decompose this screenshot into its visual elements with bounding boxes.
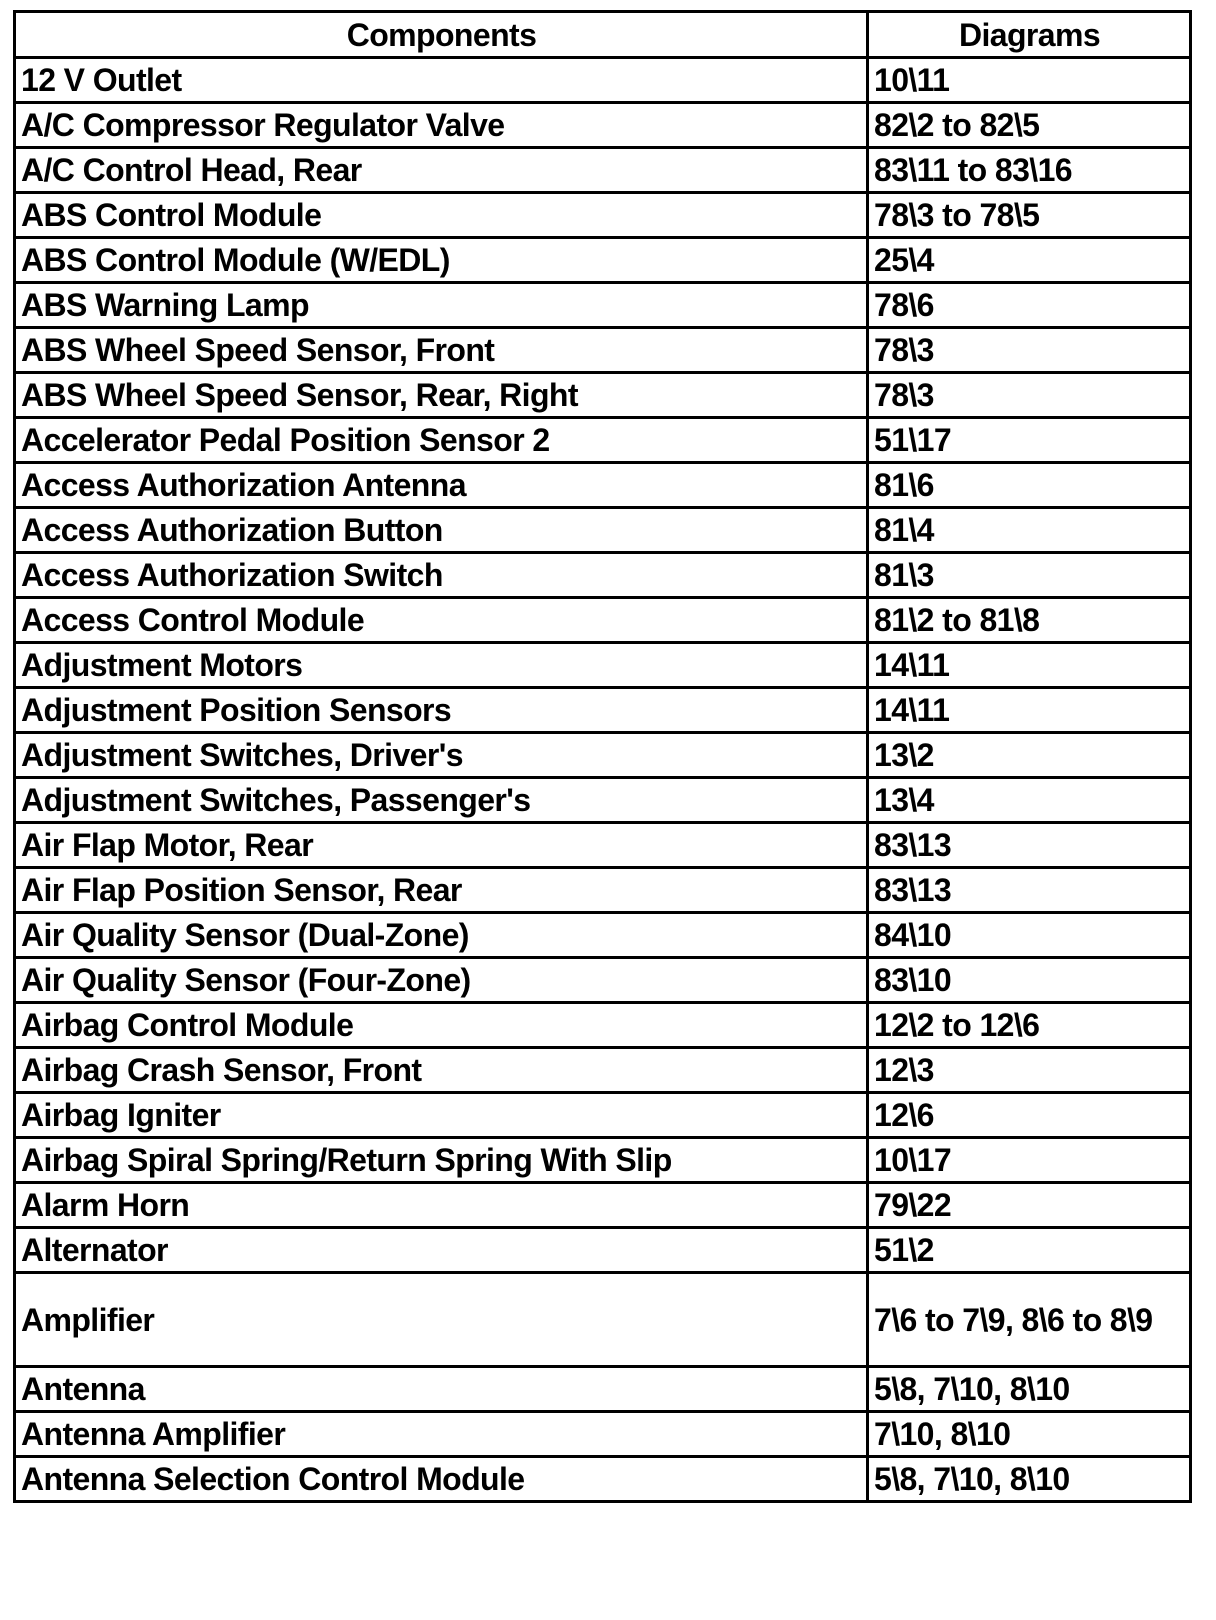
diagram-cell: 12\6 <box>868 1093 1191 1138</box>
component-cell: A/C Control Head, Rear <box>15 148 868 193</box>
table-row <box>15 418 1191 463</box>
component-cell: Antenna Amplifier <box>15 1412 868 1457</box>
component-cell: Accelerator Pedal Position Sensor 2 <box>15 418 868 463</box>
table-row <box>15 913 1191 958</box>
table-row <box>15 823 1191 868</box>
diagram-cell: 7\10, 8\10 <box>868 1412 1191 1457</box>
diagram-cell: 82\2 to 82\5 <box>868 103 1191 148</box>
table-row <box>15 1183 1191 1228</box>
table-row <box>15 1412 1191 1457</box>
component-cell: Access Control Module <box>15 598 868 643</box>
component-cell: Access Authorization Switch <box>15 553 868 598</box>
diagram-cell: 78\3 <box>868 328 1191 373</box>
component-cell: ABS Control Module <box>15 193 868 238</box>
diagram-cell: 83\11 to 83\16 <box>868 148 1191 193</box>
diagrams-header: Diagrams <box>868 12 1191 58</box>
component-cell: Adjustment Position Sensors <box>15 688 868 733</box>
component-cell: Amplifier <box>15 1273 868 1367</box>
diagram-cell: 5\8, 7\10, 8\10 <box>868 1457 1191 1502</box>
diagram-cell: 81\6 <box>868 463 1191 508</box>
table-row <box>15 778 1191 823</box>
table-row <box>15 328 1191 373</box>
table-row <box>15 733 1191 778</box>
table-row <box>15 1457 1191 1502</box>
diagram-cell: 51\2 <box>868 1228 1191 1273</box>
component-cell: Air Quality Sensor (Four-Zone) <box>15 958 868 1003</box>
table-body <box>15 58 1191 1502</box>
components-table <box>13 10 1192 1503</box>
component-cell: Airbag Spiral Spring/Return Spring With Slip <box>15 1138 868 1183</box>
table-row <box>15 643 1191 688</box>
table-row <box>15 148 1191 193</box>
component-cell: Airbag Control Module <box>15 1003 868 1048</box>
table-row <box>15 463 1191 508</box>
diagram-cell: 81\3 <box>868 553 1191 598</box>
table-row <box>15 688 1191 733</box>
diagram-cell: 81\4 <box>868 508 1191 553</box>
diagram-cell: 83\10 <box>868 958 1191 1003</box>
diagram-cell: 5\8, 7\10, 8\10 <box>868 1367 1191 1412</box>
table-row <box>15 1048 1191 1093</box>
table-row <box>15 373 1191 418</box>
component-cell: 12 V Outlet <box>15 58 868 103</box>
diagram-cell: 10\17 <box>868 1138 1191 1183</box>
component-cell: Access Authorization Button <box>15 508 868 553</box>
header-row <box>15 12 1191 58</box>
component-cell: ABS Warning Lamp <box>15 283 868 328</box>
diagram-cell: 14\11 <box>868 688 1191 733</box>
component-cell: ABS Wheel Speed Sensor, Front <box>15 328 868 373</box>
diagram-cell: 12\3 <box>868 1048 1191 1093</box>
table-row <box>15 553 1191 598</box>
component-cell: Alternator <box>15 1228 868 1273</box>
component-cell: Adjustment Motors <box>15 643 868 688</box>
component-cell: Adjustment Switches, Passenger's <box>15 778 868 823</box>
table-row <box>15 1093 1191 1138</box>
diagram-cell: 7\6 to 7\9, 8\6 to 8\9 <box>868 1273 1191 1367</box>
table-row <box>15 238 1191 283</box>
table-row <box>15 1367 1191 1412</box>
diagram-cell: 81\2 to 81\8 <box>868 598 1191 643</box>
component-cell: Airbag Igniter <box>15 1093 868 1138</box>
component-cell: A/C Compressor Regulator Valve <box>15 103 868 148</box>
diagram-cell: 79\22 <box>868 1183 1191 1228</box>
table-row <box>15 103 1191 148</box>
table-row <box>15 1138 1191 1183</box>
diagram-cell: 84\10 <box>868 913 1191 958</box>
component-cell: Antenna Selection Control Module <box>15 1457 868 1502</box>
table-row <box>15 283 1191 328</box>
diagram-cell: 51\17 <box>868 418 1191 463</box>
table-row <box>15 868 1191 913</box>
component-index-sheet <box>13 10 1192 1503</box>
diagram-cell: 14\11 <box>868 643 1191 688</box>
component-cell: Airbag Crash Sensor, Front <box>15 1048 868 1093</box>
component-cell: Alarm Horn <box>15 1183 868 1228</box>
table-row <box>15 58 1191 103</box>
components-header: Components <box>15 12 868 58</box>
component-cell: Adjustment Switches, Driver's <box>15 733 868 778</box>
table-row <box>15 508 1191 553</box>
component-cell: Air Flap Motor, Rear <box>15 823 868 868</box>
diagram-cell: 83\13 <box>868 868 1191 913</box>
component-cell: Antenna <box>15 1367 868 1412</box>
table-row <box>15 1273 1191 1367</box>
diagram-cell: 10\11 <box>868 58 1191 103</box>
component-cell: Air Flap Position Sensor, Rear <box>15 868 868 913</box>
table-row <box>15 958 1191 1003</box>
table-row <box>15 1003 1191 1048</box>
diagram-cell: 13\4 <box>868 778 1191 823</box>
diagram-cell: 12\2 to 12\6 <box>868 1003 1191 1048</box>
table-row <box>15 1228 1191 1273</box>
component-cell: ABS Wheel Speed Sensor, Rear, Right <box>15 373 868 418</box>
table-row <box>15 193 1191 238</box>
component-cell: Access Authorization Antenna <box>15 463 868 508</box>
diagram-cell: 25\4 <box>868 238 1191 283</box>
table-row <box>15 598 1191 643</box>
diagram-cell: 78\3 to 78\5 <box>868 193 1191 238</box>
diagram-cell: 83\13 <box>868 823 1191 868</box>
component-cell: ABS Control Module (W/EDL) <box>15 238 868 283</box>
diagram-cell: 78\3 <box>868 373 1191 418</box>
diagram-cell: 13\2 <box>868 733 1191 778</box>
component-cell: Air Quality Sensor (Dual-Zone) <box>15 913 868 958</box>
diagram-cell: 78\6 <box>868 283 1191 328</box>
